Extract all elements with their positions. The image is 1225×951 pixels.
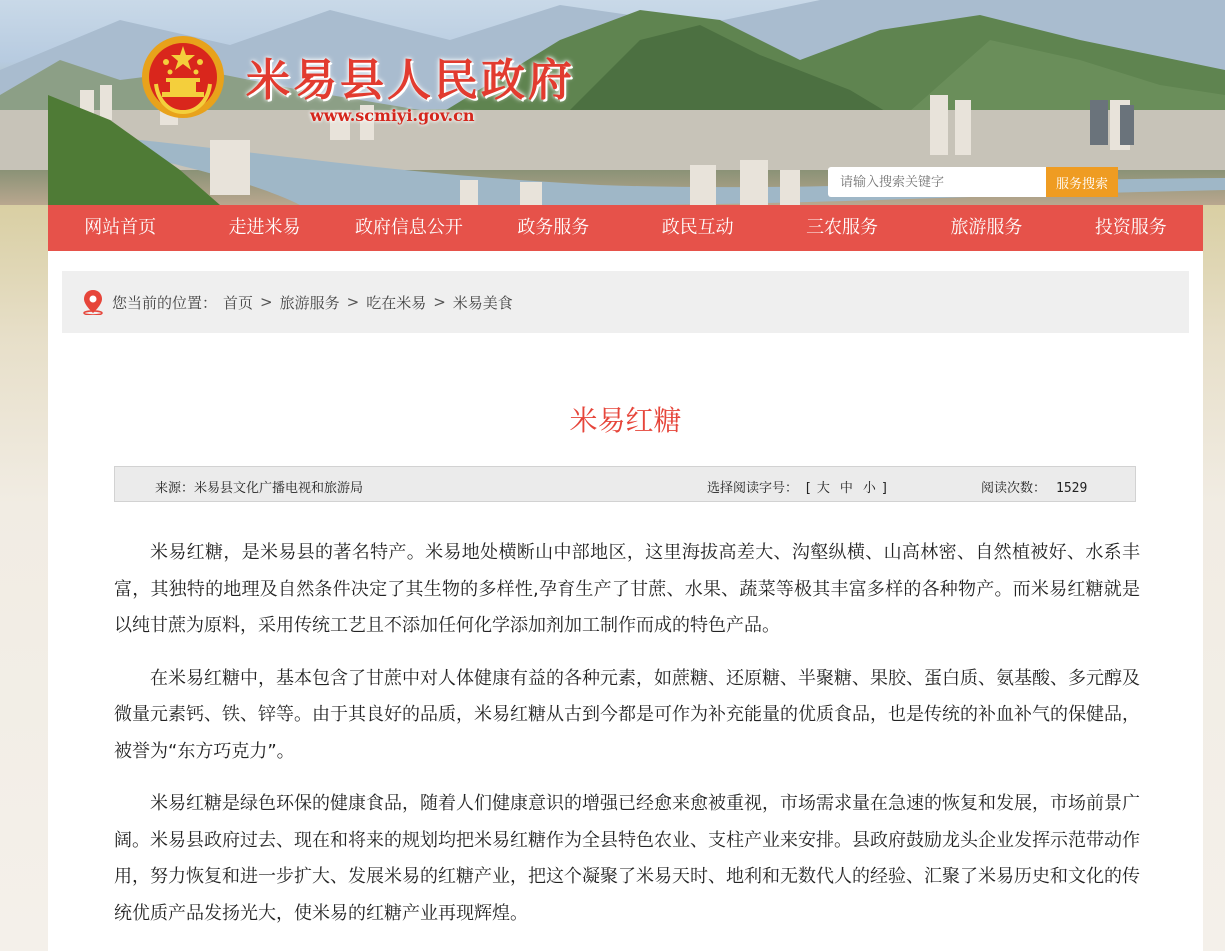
font-size-large[interactable]: 大 xyxy=(816,481,830,496)
nav-item-about-miyi[interactable]: 走进米易 xyxy=(228,217,301,238)
font-size-selector xyxy=(707,477,889,496)
breadcrumb-link-tourism[interactable]: 旅游服务 xyxy=(279,293,340,312)
article-meta-bar xyxy=(114,466,1136,502)
breadcrumb-separator: > xyxy=(433,293,446,311)
font-size-label: 选择阅读字号： xyxy=(707,481,799,496)
breadcrumb-link-miyi-food[interactable]: 米易美食 xyxy=(452,293,513,312)
nav-item-gov-services[interactable]: 政务服务 xyxy=(517,217,590,238)
nav-item-home[interactable]: 网站首页 xyxy=(84,217,157,238)
bracket-close: ] xyxy=(880,481,889,496)
national-emblem-icon xyxy=(140,34,226,120)
nav-item-gov-info[interactable]: 政府信息公开 xyxy=(354,217,463,238)
nav-item-interaction[interactable]: 政民互动 xyxy=(661,217,734,238)
font-size-small[interactable]: 小 xyxy=(862,481,876,496)
breadcrumb-link-home[interactable]: 首页 xyxy=(223,293,254,312)
view-count xyxy=(981,477,1087,496)
right-side-decoration xyxy=(1203,205,1225,951)
search-input[interactable] xyxy=(828,167,1050,197)
main-nav xyxy=(48,205,1203,251)
view-count-label: 阅读次数： xyxy=(981,481,1047,496)
left-side-decoration xyxy=(0,205,48,951)
breadcrumb-link-eat-in-miyi[interactable]: 吃在米易 xyxy=(366,293,427,312)
article-title: 米易红糖 xyxy=(569,404,682,437)
breadcrumb-separator: > xyxy=(346,293,360,311)
nav-item-tourism[interactable]: 旅游服务 xyxy=(950,217,1023,238)
article-paragraph: 米易红糖，是米易县的著名特产。米易地处横断山中部地区，这里海拔高差大、沟壑纵横、山高林密、自然植被好、水系丰富，其独特的地理及自然条件决定了其生物的多样性,孕育生产了甘蔗、水果、蔬菜等极其丰富多样的各种物产。而米易红糖就是以纯甘蔗为原料，采用传统工艺且不添加任何化学添加剂加工制作而成的特色产品。 xyxy=(114,542,1140,636)
service-search-button[interactable]: 服务搜索 xyxy=(1046,167,1118,197)
breadcrumb-prefix: 您当前的位置： xyxy=(112,293,218,312)
nav-item-investment[interactable]: 投资服务 xyxy=(1094,217,1167,238)
bracket-open: [ xyxy=(804,481,812,496)
article-paragraph: 在米易红糖中，基本包含了甘蔗中对人体健康有益的各种元素，如蔗糖、还原糖、半聚糖、果胶、蛋白质、氨基酸、多元醇及微量元素钙、铁、锌等。由于其良好的品质，米易红糖从古到今都是可作为补充能量的优质食品，也是传统的补血补气的保健品，被誉为“东方巧克力”。 xyxy=(114,667,1140,762)
font-size-medium[interactable]: 中 xyxy=(839,481,853,496)
location-pin-icon xyxy=(82,289,104,315)
nav-item-agriculture[interactable]: 三农服务 xyxy=(806,217,879,238)
article-body xyxy=(114,535,1140,948)
article-paragraph: 米易红糖是绿色环保的健康食品，随着人们健康意识的增强已经愈来愈被重视，市场需求量在急速的恢复和发展，市场前景广阔。米易县政府过去、现在和将来的规划均把米易红糖作为全县特色农业、支柱产业来安排。县政府鼓励龙头企业发挥示范带动作用，努力恢复和进一步扩大、发展米易的红糖产业，把这个凝聚了米易天时、地利和无数代人的经验、汇聚了米易历史和文化的传统优质产品发扬光大，使米易的红糖产业再现辉煌。 xyxy=(114,793,1140,924)
site-title: 米易县人民政府 xyxy=(246,55,575,106)
main-content xyxy=(48,251,1203,951)
view-count-value: 1529 xyxy=(1056,481,1088,496)
breadcrumb-separator: > xyxy=(260,293,273,311)
site-url[interactable]: www.scmiyi.gov.cn xyxy=(310,106,475,125)
breadcrumb xyxy=(62,271,1189,333)
article-source: 来源：米易县文化广播电视和旅游局 xyxy=(155,481,364,496)
